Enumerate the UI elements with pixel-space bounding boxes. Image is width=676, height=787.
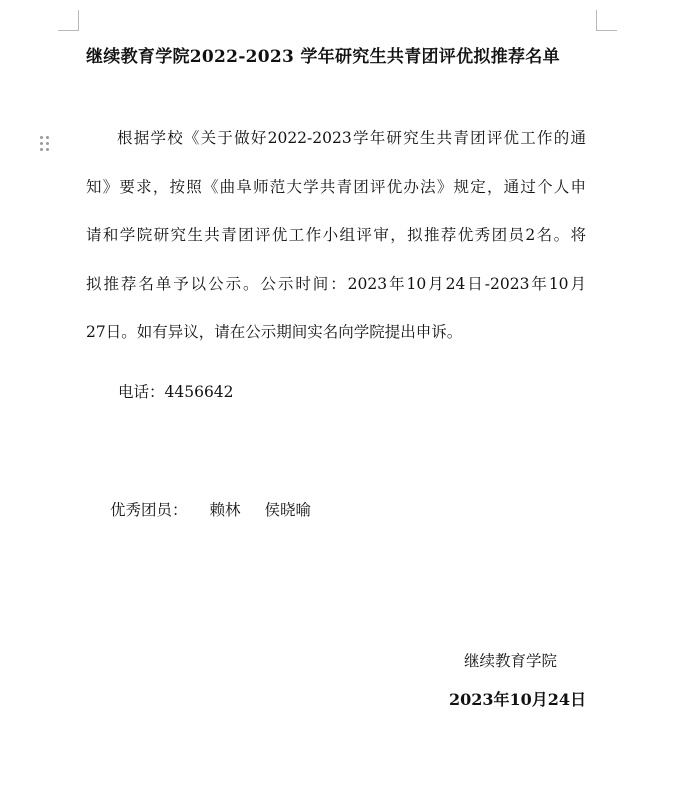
excellent-members-line [110,498,311,520]
members-label: 优秀团员： [110,501,188,519]
body-line-1: 根据学校《关于做好2022-2023学年研究生共青团评优工作的通 [117,129,586,147]
paragraph-drag-handle-icon[interactable] [40,136,50,152]
document-title: 继续教育学院2022-2023 学年研究生共青团评优拟推荐名单 [86,47,560,67]
member-name: 侯晓喻 [264,501,312,519]
signature-college: 继续教育学院 [464,652,558,670]
phone-line: 电话：4456642 [118,383,234,401]
body-line-3: 请和学院研究生共青团评优工作小组评审，拟推荐优秀团员2名。将 [86,226,586,244]
signature-date: 2023年10月24日 [449,690,587,709]
body-line-2: 知》要求，按照《曲阜师范大学共青团评优办法》规定，通过个人申 [86,177,586,196]
body-line-4: 拟推荐名单予以公示。公示时间：2023年10月24日-2023年10月 [86,274,586,293]
crop-mark-top-left [58,10,79,31]
body-line-5: 27日。如有异议，请在公示期间实名向学院提出申诉。 [86,323,463,341]
member-name: 赖林 [209,501,241,519]
crop-mark-top-right [596,10,617,31]
body-paragraph [86,114,586,357]
